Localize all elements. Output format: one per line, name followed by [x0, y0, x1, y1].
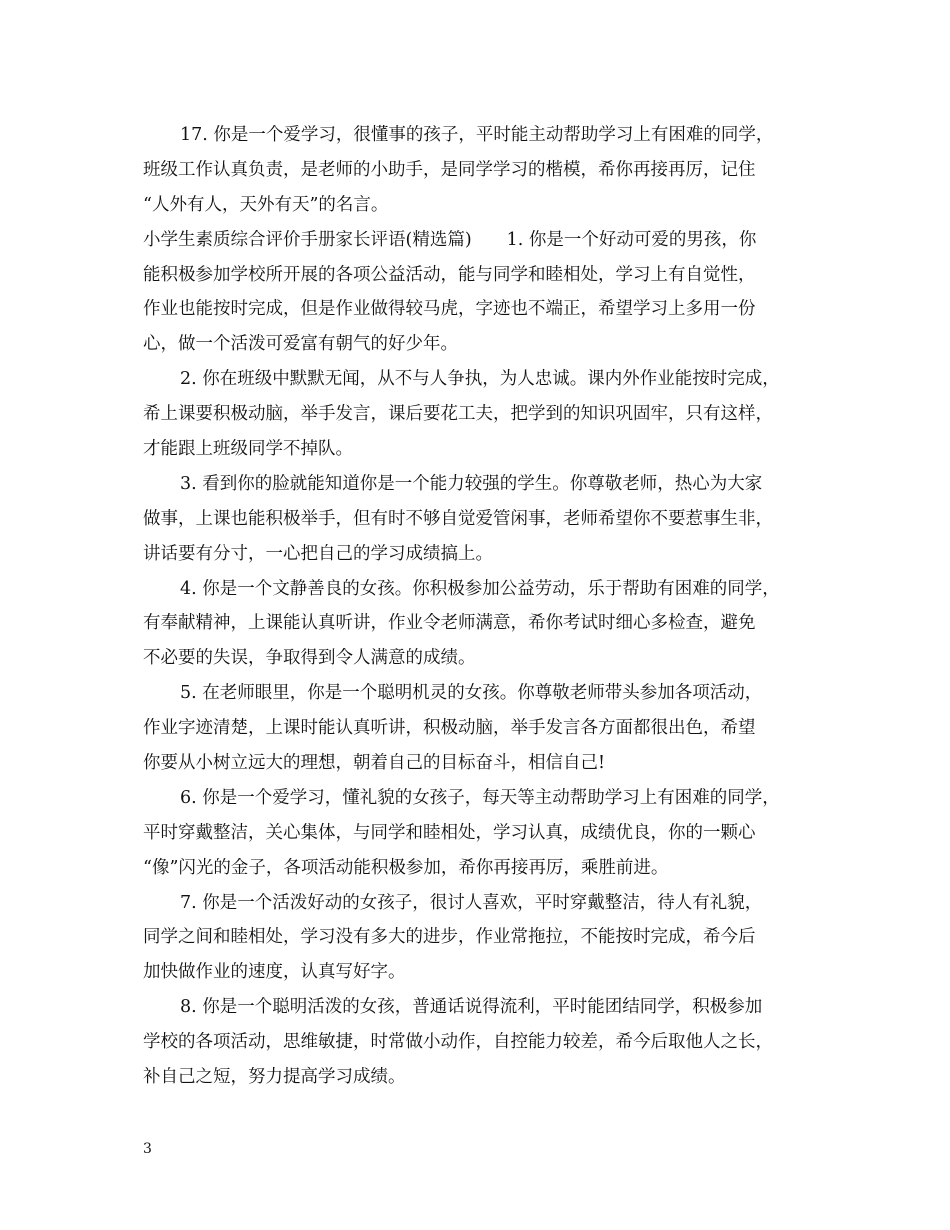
text-line: 3. 看到你的脸就能知道你是一个能力较强的学生。你尊敬老师，热心为大家	[180, 473, 763, 494]
text-line: 补自己之短，努力提高学习成绩。	[143, 1067, 406, 1088]
section-heading-line: 小学生素质综合评价手册家长评语(精选篇) 1. 你是一个好动可爱的男孩，你	[143, 229, 757, 250]
text-line: 8. 你是一个聪明活泼的女孩，普通话说得流利，平时能团结同学，积极参加	[180, 997, 763, 1018]
text-line: 2. 你在班级中默默无闻，从不与人争执，为人忠诚。课内外作业能按时完成，	[180, 369, 780, 390]
text-line: 4. 你是一个文静善良的女孩。你积极参加公益劳动，乐于帮助有困难的同学，	[180, 578, 780, 599]
text-line: 能积极参加学校所开展的各项公益活动，能与同学和睦相处，学习上有自觉性，	[143, 264, 756, 285]
text-line: 有奉献精神，上课能认真听讲，作业令老师满意，希你考试时细心多检查，避免	[143, 613, 756, 634]
text-line: 你要从小树立远大的理想，朝着自己的目标奋斗，相信自己!	[143, 753, 606, 774]
text-line: 讲话要有分寸，一心把自己的学习成绩搞上。	[143, 543, 493, 564]
text-line: 加快做作业的速度，认真写好字。	[143, 962, 406, 983]
page-number: 3	[143, 1141, 152, 1157]
text-line: 学校的各项活动，思维敏捷，时常做小动作，自控能力较差，希今后取他人之长，	[143, 1032, 773, 1053]
text-line: “像”闪光的金子，各项活动能积极参加，希你再接再厉，乘胜前进。	[143, 857, 669, 878]
text-line: 才能跟上班级同学不掉队。	[143, 439, 353, 460]
text-line: 不必要的失误，争取得到令人满意的成绩。	[143, 648, 476, 669]
text-line: 作业也能按时完成，但是作业做得较马虎，字迹也不端正，希望学习上多用一份	[143, 299, 756, 320]
text-line: 5. 在老师眼里，你是一个聪明机灵的女孩。你尊敬老师带头参加各项活动，	[180, 683, 763, 704]
text-line: 做事，上课也能积极举手，但有时不够自觉爱管闲事，老师希望你不要惹事生非，	[143, 508, 773, 529]
text-line: 同学之间和睦相处，学习没有多大的进步，作业常拖拉，不能按时完成，希今后	[143, 927, 756, 948]
text-line: 17. 你是一个爱学习，很懂事的孩子，平时能主动帮助学习上有困难的同学，	[180, 125, 774, 145]
text-line: 7. 你是一个活泼好动的女孩子，很讨人喜欢，平时穿戴整洁，待人有礼貌，	[180, 892, 763, 913]
text-line: 心，做一个活泼可爱富有朝气的好少年。	[143, 334, 458, 355]
text-line: “人外有人，天外有天”的名言。	[143, 194, 389, 215]
text-line: 作业字迹清楚，上课时能认真听讲，积极动脑，举手发言各方面都很出色，希望	[143, 718, 756, 739]
body-text	[143, 118, 813, 1095]
text-line: 6. 你是一个爱学习，懂礼貌的女孩子，每天等主动帮助学习上有困难的同学，	[180, 787, 780, 808]
text-line: 班级工作认真负责，是老师的小助手，是同学学习的楷模，希你再接再厉，记住	[143, 159, 756, 180]
text-line: 平时穿戴整洁，关心集体，与同学和睦相处，学习认真，成绩优良，你的一颗心	[143, 822, 756, 843]
text-line: 希上课要积极动脑，举手发言，课后要花工夫，把学到的知识巩固牢，只有这样，	[143, 404, 773, 425]
